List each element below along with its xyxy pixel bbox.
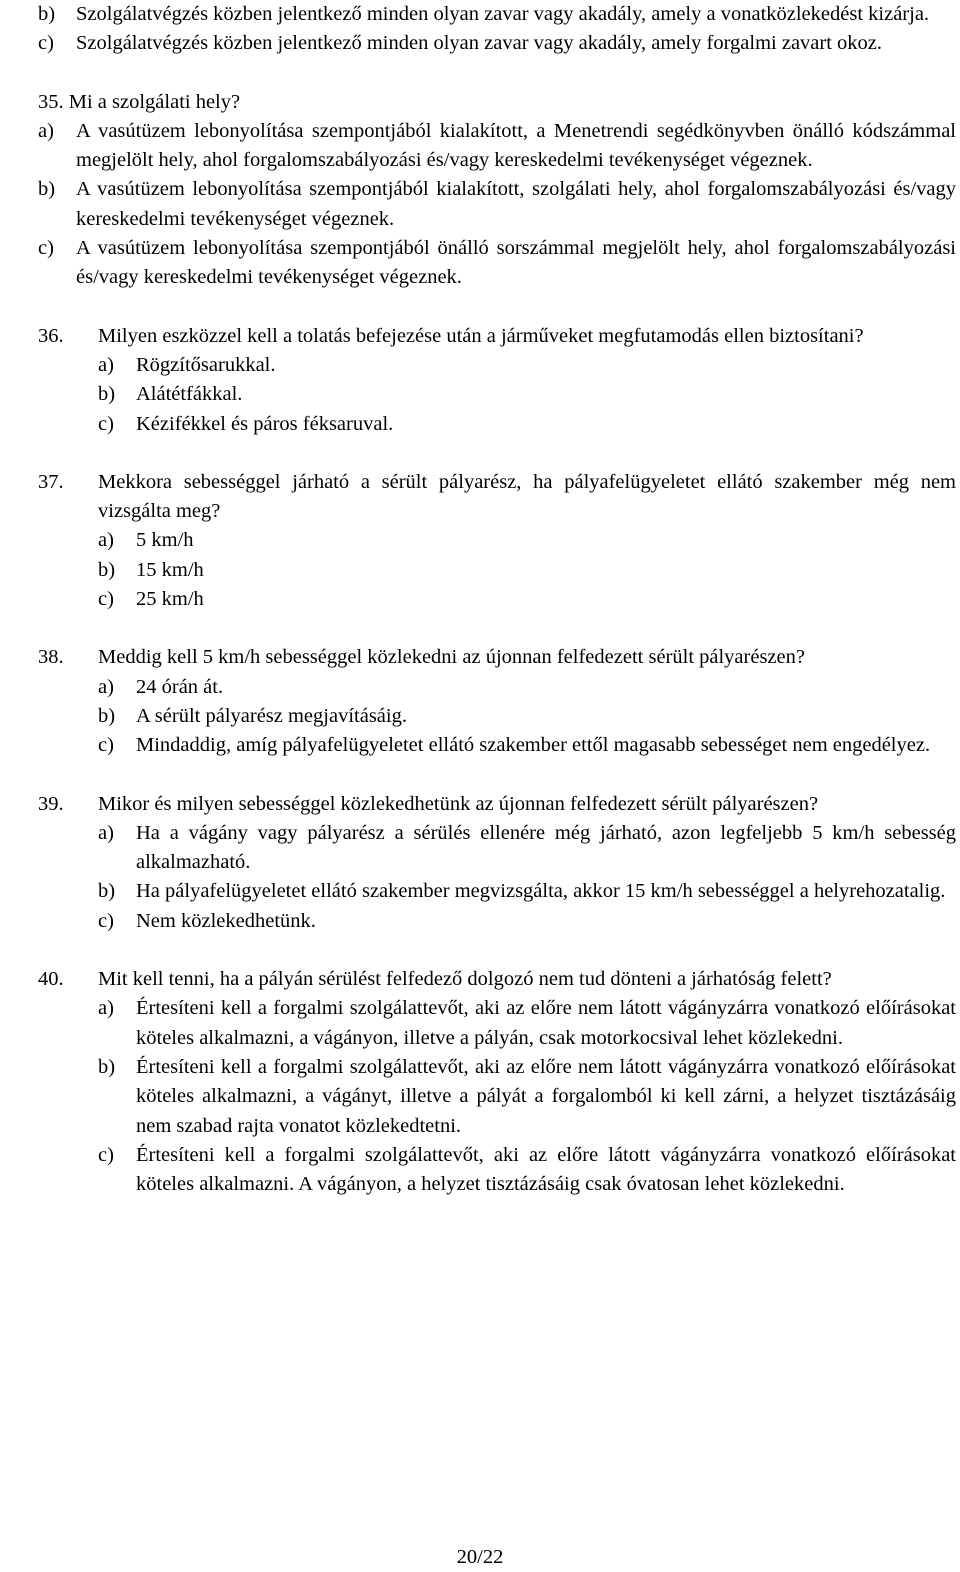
option-label: c) bbox=[38, 237, 54, 260]
option-text: Nem közlekedhetünk. bbox=[136, 909, 316, 932]
option-b bbox=[98, 877, 956, 906]
option-label: b) bbox=[38, 3, 56, 25]
question-40 bbox=[38, 965, 956, 1199]
option-a bbox=[98, 351, 956, 380]
option-b bbox=[98, 556, 956, 585]
question-number: 35. bbox=[38, 90, 64, 113]
question-text: Mikor és milyen sebességgel közlekedhetünk az újonnan felfedezett sérült pályarészen? bbox=[98, 792, 819, 815]
question-body bbox=[98, 643, 956, 760]
option-text: Szolgálatvégzés közben jelentkező minden olyan zavar vagy akadály, amely a vonatközlekedést kizárja. bbox=[76, 3, 930, 25]
option-b bbox=[98, 702, 956, 731]
question-35 bbox=[38, 88, 956, 293]
option-text: 15 km/h bbox=[136, 558, 204, 581]
option-label: c) bbox=[98, 412, 114, 435]
option-text: A vasútüzem lebonyolítása szempontjából önálló sorszámmal megjelölt hely, ahol forgalomszabályozási és/vagy kereskedelmi tevékenységet végeznek. bbox=[76, 237, 956, 289]
question-body bbox=[98, 790, 956, 936]
question-39 bbox=[38, 790, 956, 936]
option-text: Kézifékkel és páros féksaruval. bbox=[136, 412, 394, 435]
option-label: c) bbox=[98, 1143, 114, 1166]
option-label: b) bbox=[98, 880, 116, 903]
question-number: 39. bbox=[38, 792, 64, 815]
question-text bbox=[38, 88, 956, 117]
question-37 bbox=[38, 468, 956, 614]
option-label: b) bbox=[98, 383, 116, 406]
question-label: Mi a szolgálati hely? bbox=[68, 90, 241, 113]
option-text: Értesíteni kell a forgalmi szolgálattevőt, aki az előre látott vágányzárra vonatkozó előírásokat köteles alkalmazni. A vágányon, a helyzet tisztázásáig csak óvatosan lehet közlekedni. bbox=[136, 1143, 956, 1196]
option-label: c) bbox=[38, 32, 54, 55]
question-body bbox=[98, 965, 956, 1199]
option-text: Rögzítősarukkal. bbox=[136, 353, 276, 376]
option-a bbox=[98, 994, 956, 1053]
question-text: Mekkora sebességgel járható a sérült pályarész, ha pályafelügyeletet ellátó szakember még nem vizsgálta meg? bbox=[98, 470, 956, 523]
option-label: c) bbox=[98, 734, 114, 757]
option-text: A vasútüzem lebonyolítása szempontjából kialakított, a Menetrendi segédkönyvben önálló kódszámmal megjelölt hely, ahol forgalomszabályozási és/vagy kereskedelmi tevékenységet végeznek. bbox=[76, 119, 956, 172]
option-label: b) bbox=[98, 558, 116, 581]
option-label: c) bbox=[98, 588, 114, 611]
question-text: Meddig kell 5 km/h sebességgel közlekedni az újonnan felfedezett sérült pályarészen? bbox=[98, 646, 805, 669]
option-text: Szolgálatvégzés közben jelentkező minden olyan zavar vagy akadály, amely forgalmi zavart okoz. bbox=[76, 32, 883, 55]
option-b bbox=[98, 380, 956, 409]
page-number: 20/22 bbox=[456, 1546, 504, 1568]
option-a bbox=[98, 819, 956, 878]
option-b bbox=[38, 175, 956, 234]
option-text: 24 órán át. bbox=[136, 675, 224, 698]
option-text: 25 km/h bbox=[136, 588, 204, 611]
option-c bbox=[98, 1141, 956, 1200]
question-38 bbox=[38, 643, 956, 760]
option-c bbox=[98, 731, 956, 760]
question-number: 40. bbox=[38, 968, 64, 991]
option-text: A sérült pályarész megjavításáig. bbox=[136, 704, 407, 727]
option-label: a) bbox=[98, 997, 114, 1020]
question-number: 38. bbox=[38, 646, 64, 669]
option-label: a) bbox=[98, 675, 114, 698]
option-label: a) bbox=[98, 821, 114, 844]
option-label: a) bbox=[98, 353, 114, 376]
option-text: 5 km/h bbox=[136, 529, 194, 552]
option-text: A vasútüzem lebonyolítása szempontjából kialakított, szolgálati hely, ahol forgalomszabályozási és/vagy kereskedelmi tevékenységet végeznek. bbox=[76, 178, 956, 230]
option-label: a) bbox=[98, 529, 114, 552]
option-c bbox=[98, 410, 956, 439]
question-number: 37. bbox=[38, 470, 64, 493]
option-label: b) bbox=[98, 1055, 116, 1078]
option-b bbox=[98, 1053, 956, 1141]
option-b bbox=[38, 0, 956, 29]
option-label: b) bbox=[98, 704, 116, 727]
option-c bbox=[38, 29, 956, 58]
question-body bbox=[98, 322, 956, 439]
question-body bbox=[98, 468, 956, 614]
question-36 bbox=[38, 322, 956, 439]
option-text: Mindaddig, amíg pályafelügyeletet ellátó szakember ettől magasabb sebességet nem engedélyez. bbox=[136, 734, 931, 757]
option-text: Ha a vágány vagy pályarész a sérülés ellenére még járható, azon legfeljebb 5 km/h sebesség alkalmazható. bbox=[136, 821, 956, 874]
option-label: c) bbox=[98, 909, 114, 932]
option-c bbox=[38, 234, 956, 293]
option-label: a) bbox=[38, 119, 54, 142]
option-text: Alátétfákkal. bbox=[136, 383, 243, 406]
option-text: Értesíteni kell a forgalmi szolgálattevőt, aki az előre nem látott vágányzárra vonatkozó előírásokat köteles alkalmazni, a vágányon, illetve a pályán, csak motorkocsival lehet közlekedni. bbox=[136, 997, 956, 1049]
option-a bbox=[98, 673, 956, 702]
question-number: 36. bbox=[38, 324, 64, 347]
option-c bbox=[98, 907, 956, 936]
document-page bbox=[38, 0, 956, 1199]
continued-options bbox=[38, 0, 956, 59]
option-text: Értesíteni kell a forgalmi szolgálattevőt, aki az előre nem látott vágányzárra vonatkozó előírásokat köteles alkalmazni, a vágányt, illetve a pályát a forgalomból ki kell zárni, a helyzet tisztázásáig nem szabad rajta vonatot közlekedtetni. bbox=[136, 1055, 956, 1137]
option-a bbox=[38, 117, 956, 176]
option-c bbox=[98, 585, 956, 614]
option-a bbox=[98, 526, 956, 555]
option-label: b) bbox=[38, 178, 56, 201]
option-text: Ha pályafelügyeletet ellátó szakember megvizsgálta, akkor 15 km/h sebességgel a helyrehozatalig. bbox=[136, 880, 946, 903]
question-text: Milyen eszközzel kell a tolatás befejezése után a járműveket megfutamodás ellen biztosítani? bbox=[98, 324, 864, 347]
question-text: Mit kell tenni, ha a pályán sérülést felfedező dolgozó nem tud dönteni a járhatóság felett? bbox=[98, 968, 832, 991]
